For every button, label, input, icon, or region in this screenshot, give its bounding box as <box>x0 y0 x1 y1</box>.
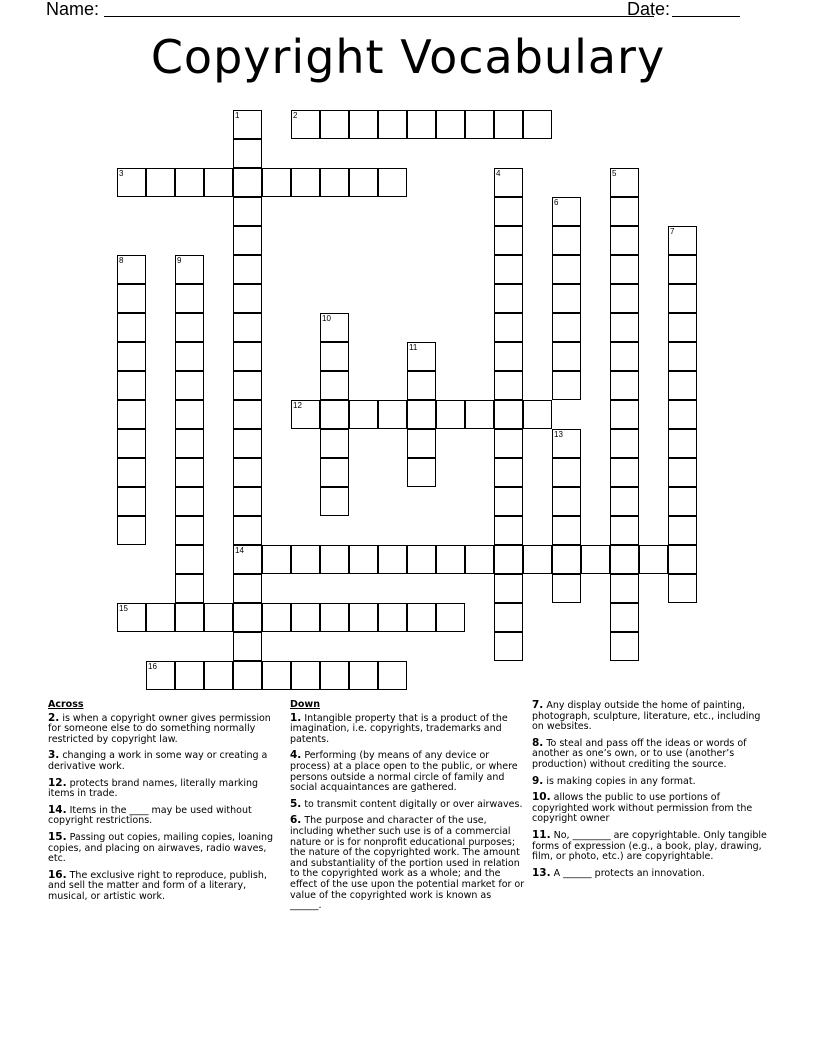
grid-cell[interactable] <box>407 429 436 458</box>
grid-cell[interactable] <box>349 400 378 429</box>
grid-cell[interactable] <box>494 313 523 342</box>
grid-cell[interactable] <box>291 603 320 632</box>
grid-cell[interactable] <box>233 487 262 516</box>
grid-cell[interactable] <box>291 168 320 197</box>
grid-cell[interactable] <box>320 429 349 458</box>
grid-cell[interactable] <box>407 458 436 487</box>
across-clue-list <box>48 713 283 903</box>
grid-cell[interactable] <box>552 255 581 284</box>
clue-item <box>532 738 767 771</box>
grid-cell[interactable] <box>494 371 523 400</box>
clue-number: 15. <box>48 830 67 843</box>
grid-cell[interactable] <box>610 197 639 226</box>
across-clues <box>48 700 283 908</box>
grid-cell[interactable] <box>581 545 610 574</box>
grid-cell[interactable] <box>204 661 233 690</box>
grid-cell[interactable] <box>668 545 697 574</box>
grid-cell[interactable] <box>262 545 291 574</box>
grid-cell[interactable] <box>494 255 523 284</box>
grid-cell[interactable] <box>407 342 436 371</box>
grid-cell[interactable] <box>233 313 262 342</box>
grid-cell[interactable] <box>117 313 146 342</box>
grid-cell[interactable] <box>610 603 639 632</box>
grid-cell[interactable] <box>175 313 204 342</box>
grid-cell[interactable] <box>407 371 436 400</box>
grid-cell[interactable] <box>610 400 639 429</box>
grid-cell[interactable] <box>175 255 204 284</box>
grid-cell[interactable] <box>262 168 291 197</box>
clue-number: 9 <box>177 256 182 265</box>
grid-cell[interactable] <box>117 342 146 371</box>
grid-cell[interactable] <box>407 545 436 574</box>
grid-cell[interactable] <box>233 226 262 255</box>
grid-cell[interactable] <box>610 458 639 487</box>
grid-cell[interactable] <box>175 545 204 574</box>
grid-cell[interactable] <box>494 342 523 371</box>
clue-item <box>532 830 767 863</box>
grid-cell[interactable] <box>436 603 465 632</box>
grid-cell[interactable] <box>233 632 262 661</box>
grid-cell[interactable] <box>378 400 407 429</box>
grid-cell[interactable] <box>291 110 320 139</box>
clue-number: 8 <box>119 256 124 265</box>
grid-cell[interactable] <box>494 168 523 197</box>
grid-cell[interactable] <box>610 342 639 371</box>
grid-cell[interactable] <box>233 458 262 487</box>
grid-cell[interactable] <box>349 603 378 632</box>
clue-number: 2. <box>48 711 60 724</box>
clue-number: 10 <box>322 314 331 323</box>
grid-cell[interactable] <box>610 284 639 313</box>
grid-cell[interactable] <box>320 342 349 371</box>
grid-cell[interactable] <box>320 458 349 487</box>
clue-text: Intangible property that is a product of the imagination, i.e. copyrights, trademarks and patents. <box>290 712 508 745</box>
grid-cell[interactable] <box>175 661 204 690</box>
clue-number: 2 <box>293 111 298 120</box>
grid-cell[interactable] <box>552 487 581 516</box>
grid-cell[interactable] <box>465 110 494 139</box>
grid-cell[interactable] <box>610 429 639 458</box>
clue-number: 12 <box>293 401 302 410</box>
grid-cell[interactable] <box>552 545 581 574</box>
grid-cell[interactable] <box>117 603 146 632</box>
clue-number: 14. <box>48 803 67 816</box>
grid-cell[interactable] <box>610 545 639 574</box>
clue-number: 4 <box>496 169 501 178</box>
clue-text: protects brand names, literally marking items in trade. <box>48 777 259 800</box>
grid-cell[interactable] <box>320 110 349 139</box>
grid-cell[interactable] <box>146 661 175 690</box>
grid-cell[interactable] <box>378 168 407 197</box>
clue-text: Items in the ____ may be used without copyright restrictions. <box>48 804 252 827</box>
grid-cell[interactable] <box>204 168 233 197</box>
grid-cell[interactable] <box>233 168 262 197</box>
grid-cell[interactable] <box>668 342 697 371</box>
clue-text: to transmit content digitally or over airwaves. <box>301 798 523 810</box>
clue-item <box>532 792 767 825</box>
grid-cell[interactable] <box>436 110 465 139</box>
clue-item <box>48 750 283 772</box>
clue-number: 16. <box>48 868 67 881</box>
grid-cell[interactable] <box>175 429 204 458</box>
grid-cell[interactable] <box>378 545 407 574</box>
grid-cell[interactable] <box>233 139 262 168</box>
grid-cell[interactable] <box>378 110 407 139</box>
clue-number: 1 <box>235 111 240 120</box>
grid-cell[interactable] <box>175 603 204 632</box>
grid-cell[interactable] <box>494 603 523 632</box>
grid-cell[interactable] <box>117 371 146 400</box>
grid-cell[interactable] <box>552 226 581 255</box>
grid-cell[interactable] <box>117 429 146 458</box>
grid-cell[interactable] <box>204 603 233 632</box>
grid-cell[interactable] <box>494 284 523 313</box>
grid-cell[interactable] <box>494 226 523 255</box>
down-clues-continued <box>532 700 767 884</box>
down-heading: Down <box>290 699 320 710</box>
grid-cell[interactable] <box>233 516 262 545</box>
grid-cell[interactable] <box>233 400 262 429</box>
clue-number: 16 <box>148 662 157 671</box>
grid-cell[interactable] <box>610 487 639 516</box>
clue-item <box>48 805 283 827</box>
grid-cell[interactable] <box>407 400 436 429</box>
grid-cell[interactable] <box>610 371 639 400</box>
grid-cell[interactable] <box>349 110 378 139</box>
grid-cell[interactable] <box>436 400 465 429</box>
clue-text: A ______ protects an innovation. <box>550 867 705 879</box>
grid-cell[interactable] <box>175 168 204 197</box>
grid-cell[interactable] <box>494 516 523 545</box>
grid-cell[interactable] <box>291 545 320 574</box>
clue-text: Performing (by means of any device or process) at a place open to the public, or where persons outside a normal circle of family and social acquaintances are gathered. <box>290 750 518 794</box>
grid-cell[interactable] <box>552 342 581 371</box>
grid-cell[interactable] <box>610 168 639 197</box>
grid-cell[interactable] <box>146 168 175 197</box>
clue-number: 13. <box>532 866 551 879</box>
clue-item <box>48 778 283 800</box>
grid-cell[interactable] <box>320 487 349 516</box>
grid-cell[interactable] <box>610 313 639 342</box>
page-title: Copyright Vocabulary <box>150 30 666 84</box>
grid-cell[interactable] <box>291 400 320 429</box>
grid-cell[interactable] <box>494 458 523 487</box>
grid-cell[interactable] <box>610 574 639 603</box>
grid-cell[interactable] <box>494 197 523 226</box>
clue-text: Passing out copies, mailing copies, loaning copies, and placing on airwaves, radio waves, etc. <box>48 831 274 865</box>
date-label: Date: <box>627 0 671 19</box>
grid-cell[interactable] <box>117 458 146 487</box>
grid-cell[interactable] <box>465 400 494 429</box>
clue-text: is when a copyright owner gives permission for someone else to do something normally restricted by copyright law. <box>48 712 271 745</box>
clue-item <box>290 750 525 793</box>
grid-cell[interactable] <box>233 603 262 632</box>
grid-cell[interactable] <box>494 110 523 139</box>
grid-cell[interactable] <box>233 661 262 690</box>
clue-text: is making copies in any format. <box>543 775 696 787</box>
grid-cell[interactable] <box>436 545 465 574</box>
grid-cell[interactable] <box>668 516 697 545</box>
grid-cell[interactable] <box>668 371 697 400</box>
grid-cell[interactable] <box>233 110 262 139</box>
grid-cell[interactable] <box>494 400 523 429</box>
grid-cell[interactable] <box>175 516 204 545</box>
clue-item <box>290 815 525 911</box>
clue-text: allows the public to use portions of copyrighted work without permission from the copyright owner <box>532 792 753 825</box>
clue-number: 11. <box>532 828 551 841</box>
grid-cell[interactable] <box>233 255 262 284</box>
grid-cell[interactable] <box>668 313 697 342</box>
down-continued-clue-list <box>532 700 767 879</box>
clue-item <box>532 868 767 880</box>
grid-cell[interactable] <box>552 197 581 226</box>
grid-cell[interactable] <box>349 661 378 690</box>
clue-number: 8. <box>532 736 544 749</box>
clue-number: 11 <box>409 343 418 352</box>
grid-cell[interactable] <box>320 545 349 574</box>
grid-cell[interactable] <box>407 110 436 139</box>
grid-cell[interactable] <box>378 661 407 690</box>
down-clue-list <box>290 713 525 912</box>
grid-cell[interactable] <box>494 429 523 458</box>
clue-text: The purpose and character of the use, including whether such use is of a commercial nature or is for nonprofit educational purposes; the nature of the copyrighted work. The amount and substantiality of the portion used in relation to the copyrighted work as a whole; and the effect of the use upon the potential market for or value of the copyrighted work is known as ______. <box>290 815 525 912</box>
clue-number: 5. <box>290 797 302 810</box>
grid-cell[interactable] <box>610 632 639 661</box>
grid-cell[interactable] <box>494 545 523 574</box>
grid-cell[interactable] <box>552 371 581 400</box>
grid-cell[interactable] <box>552 458 581 487</box>
clue-number: 9. <box>532 774 544 787</box>
grid-cell[interactable] <box>117 168 146 197</box>
grid-cell[interactable] <box>175 371 204 400</box>
grid-cell[interactable] <box>291 661 320 690</box>
grid-cell[interactable] <box>117 255 146 284</box>
grid-cell[interactable] <box>117 284 146 313</box>
grid-cell[interactable] <box>175 574 204 603</box>
clue-number: 5 <box>612 169 617 178</box>
grid-cell[interactable] <box>320 168 349 197</box>
grid-cell[interactable] <box>349 168 378 197</box>
clue-number: 6. <box>290 814 302 827</box>
clue-item <box>48 832 283 865</box>
clue-item <box>48 713 283 746</box>
grid-cell[interactable] <box>233 545 262 574</box>
grid-cell[interactable] <box>262 603 291 632</box>
clue-text: changing a work in some way or creating a derivative work. <box>48 750 268 772</box>
grid-cell[interactable] <box>320 400 349 429</box>
grid-cell[interactable] <box>407 603 436 632</box>
clue-number: 6 <box>554 198 559 207</box>
clue-number: 3 <box>119 169 124 178</box>
grid-cell[interactable] <box>262 661 291 690</box>
grid-cell[interactable] <box>233 574 262 603</box>
clue-number: 15 <box>119 604 128 613</box>
grid-cell[interactable] <box>610 516 639 545</box>
clue-number: 13 <box>554 430 563 439</box>
grid-cell[interactable] <box>668 284 697 313</box>
clue-number: 7 <box>670 227 675 236</box>
grid-cell[interactable] <box>233 284 262 313</box>
grid-cell[interactable] <box>552 429 581 458</box>
grid-cell[interactable] <box>552 284 581 313</box>
grid-cell[interactable] <box>233 342 262 371</box>
grid-cell[interactable] <box>175 400 204 429</box>
grid-cell[interactable] <box>668 226 697 255</box>
grid-cell[interactable] <box>320 603 349 632</box>
grid-cell[interactable] <box>175 458 204 487</box>
grid-cell[interactable] <box>117 516 146 545</box>
grid-cell[interactable] <box>233 371 262 400</box>
clue-text: Any display outside the home of painting, photograph, sculpture, literature, etc., including on websites. <box>532 700 761 733</box>
clue-number: 7. <box>532 699 544 711</box>
grid-cell[interactable] <box>494 574 523 603</box>
grid-cell[interactable] <box>117 487 146 516</box>
grid-cell[interactable] <box>523 545 552 574</box>
grid-cell[interactable] <box>668 458 697 487</box>
grid-cell[interactable] <box>610 255 639 284</box>
clue-number: 12. <box>48 776 67 789</box>
clue-text: To steal and pass off the ideas or words of another as one’s own, or to use (another’s production) without crediting the source. <box>532 737 747 770</box>
clue-item <box>532 776 767 788</box>
grid-cell[interactable] <box>175 342 204 371</box>
grid-cell[interactable] <box>552 516 581 545</box>
grid-cell[interactable] <box>320 661 349 690</box>
clue-number: 10. <box>532 791 551 804</box>
clue-item <box>290 799 525 811</box>
grid-cell[interactable] <box>552 574 581 603</box>
grid-cell[interactable] <box>494 632 523 661</box>
clue-number: 4. <box>290 749 302 762</box>
grid-cell[interactable] <box>668 574 697 603</box>
grid-cell[interactable] <box>378 603 407 632</box>
clue-text: The exclusive right to reproduce, publish, and sell the matter and form of a literary, musical, or artistic work. <box>48 869 267 902</box>
clue-item <box>48 870 283 903</box>
grid-cell[interactable] <box>523 400 552 429</box>
grid-cell[interactable] <box>233 197 262 226</box>
clue-number: 1. <box>290 711 302 724</box>
grid-cell[interactable] <box>668 400 697 429</box>
grid-cell[interactable] <box>610 226 639 255</box>
clue-number: 3. <box>48 749 60 762</box>
grid-cell[interactable] <box>668 429 697 458</box>
grid-cell[interactable] <box>552 313 581 342</box>
grid-cell[interactable] <box>320 371 349 400</box>
grid-cell[interactable] <box>175 284 204 313</box>
across-heading: Across <box>48 699 84 710</box>
grid-cell[interactable] <box>523 110 552 139</box>
name-label: Name: <box>46 0 100 19</box>
grid-cell[interactable] <box>494 487 523 516</box>
down-clues <box>290 700 525 917</box>
clue-item <box>290 713 525 746</box>
clue-number: 14 <box>235 546 244 555</box>
grid-cell[interactable] <box>668 255 697 284</box>
grid-cell[interactable] <box>349 545 378 574</box>
grid-cell[interactable] <box>465 545 494 574</box>
grid-cell[interactable] <box>639 545 668 574</box>
clue-item <box>532 700 767 733</box>
grid-cell[interactable] <box>233 429 262 458</box>
grid-cell[interactable] <box>175 487 204 516</box>
grid-cell[interactable] <box>320 313 349 342</box>
grid-cell[interactable] <box>668 487 697 516</box>
clue-text: No, ________ are copyrightable. Only tangible forms of expression (e.g., a book, play, drawing, film, or photo, etc.) are copyrightable. <box>532 829 767 863</box>
grid-cell[interactable] <box>146 603 175 632</box>
grid-cell[interactable] <box>117 400 146 429</box>
